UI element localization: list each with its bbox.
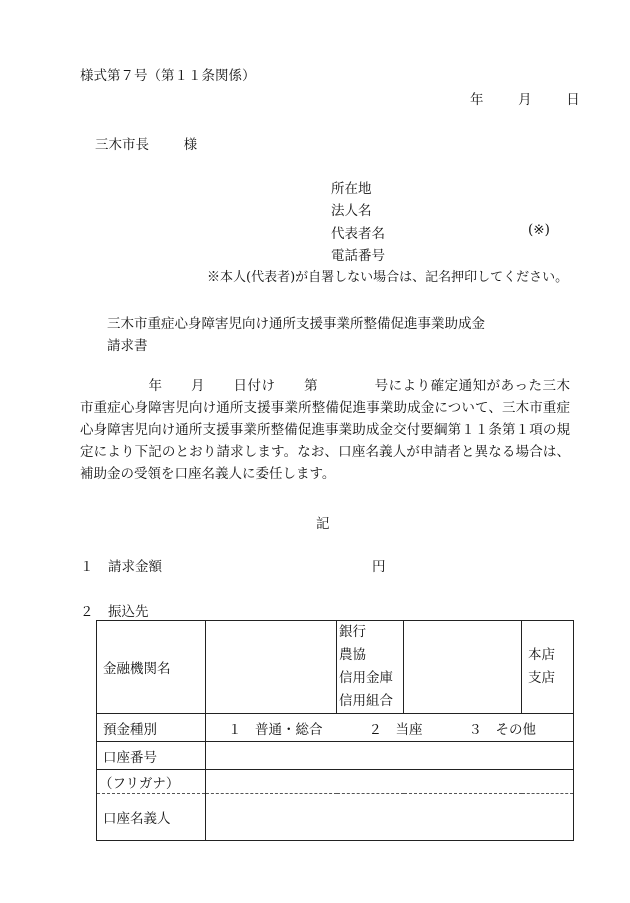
institution-name-cell[interactable] (206, 621, 337, 714)
deposit-type-options (206, 714, 574, 742)
item2-number: ２ (80, 604, 94, 620)
date-month-label: 月 (518, 92, 532, 108)
account-holder-row (97, 794, 574, 841)
institution-type-shinkin: 信用金庫 (339, 670, 393, 686)
branch-type-cell (522, 621, 574, 714)
representative-label: 代表者名 (331, 226, 385, 242)
bank-transfer-table (96, 620, 574, 841)
body-month: 月 (190, 378, 206, 394)
body-text: 号により確定通知があった三木市重症心身障害児向け通所支援事業所整備促進事業助成金について、三木市重症心身障害児向け通所支援事業所整備促進事業助成金交付要綱第１１条第１項の規定により下記のとおり請求します。なお、口座名義人が申請者と異なる場合は、補助金の受領を口座名義人に委任します。 (80, 378, 571, 482)
date-year-label: 年 (470, 92, 484, 108)
body-date-suffix: 日付け (233, 378, 276, 394)
institution-row (97, 621, 574, 714)
institution-type-ja: 農協 (339, 647, 366, 663)
institution-label: 金融機関名 (97, 621, 206, 714)
date-day-label: 日 (566, 92, 580, 108)
item1-unit: 円 (372, 559, 386, 575)
corp-name-label: 法人名 (331, 203, 372, 219)
form-number: 様式第７号（第１１条関係） (80, 68, 256, 84)
deposit-type-row (97, 714, 574, 742)
deposit-option-ordinary[interactable]: １ 普通・総合 (228, 721, 323, 738)
account-holder-cell[interactable] (206, 794, 574, 841)
branch-type-branch: 支店 (528, 670, 555, 686)
date-line (470, 88, 580, 108)
phone-label: 電話番号 (331, 248, 385, 264)
document-title-line2: 請求書 (107, 338, 148, 354)
branch-name-cell[interactable] (404, 621, 522, 714)
account-number-label: 口座番号 (97, 742, 206, 770)
item1-number: １ (80, 559, 94, 575)
body-year: 年 (148, 378, 163, 394)
representative-mark: (※) (528, 222, 550, 238)
body-paragraph (80, 375, 570, 485)
account-holder-label: 口座名義人 (97, 794, 206, 841)
item1-label: 請求金額 (108, 559, 162, 575)
item2-label: 振込先 (108, 604, 149, 620)
deposit-option-checking[interactable]: ２ 当座 (368, 721, 423, 738)
institution-type-shinkumi: 信用組合 (339, 693, 393, 709)
addressee-honorific: 様 (183, 137, 198, 153)
deposit-type-label: 預金種別 (97, 714, 206, 742)
deposit-option-other[interactable]: ３ その他 (468, 721, 536, 738)
furigana-row (97, 770, 574, 794)
furigana-cell[interactable] (206, 770, 574, 794)
furigana-label: （フリガナ） (97, 770, 206, 794)
account-number-row (97, 742, 574, 770)
body-dai: 第 (303, 378, 319, 394)
ki-heading: 記 (316, 516, 330, 532)
institution-type-cell (337, 621, 404, 714)
document-title-line1: 三木市重症心身障害児向け通所支援事業所整備促進事業助成金 (107, 316, 485, 332)
branch-type-main: 本店 (528, 647, 555, 663)
addressee (95, 133, 197, 153)
institution-type-bank: 銀行 (339, 624, 366, 640)
account-number-cell[interactable] (206, 742, 574, 770)
address-label: 所在地 (331, 181, 372, 197)
signature-note: ※本人(代表者)が自署しない場合は、記名押印してください。 (207, 270, 569, 285)
addressee-name: 三木市長 (95, 137, 149, 153)
